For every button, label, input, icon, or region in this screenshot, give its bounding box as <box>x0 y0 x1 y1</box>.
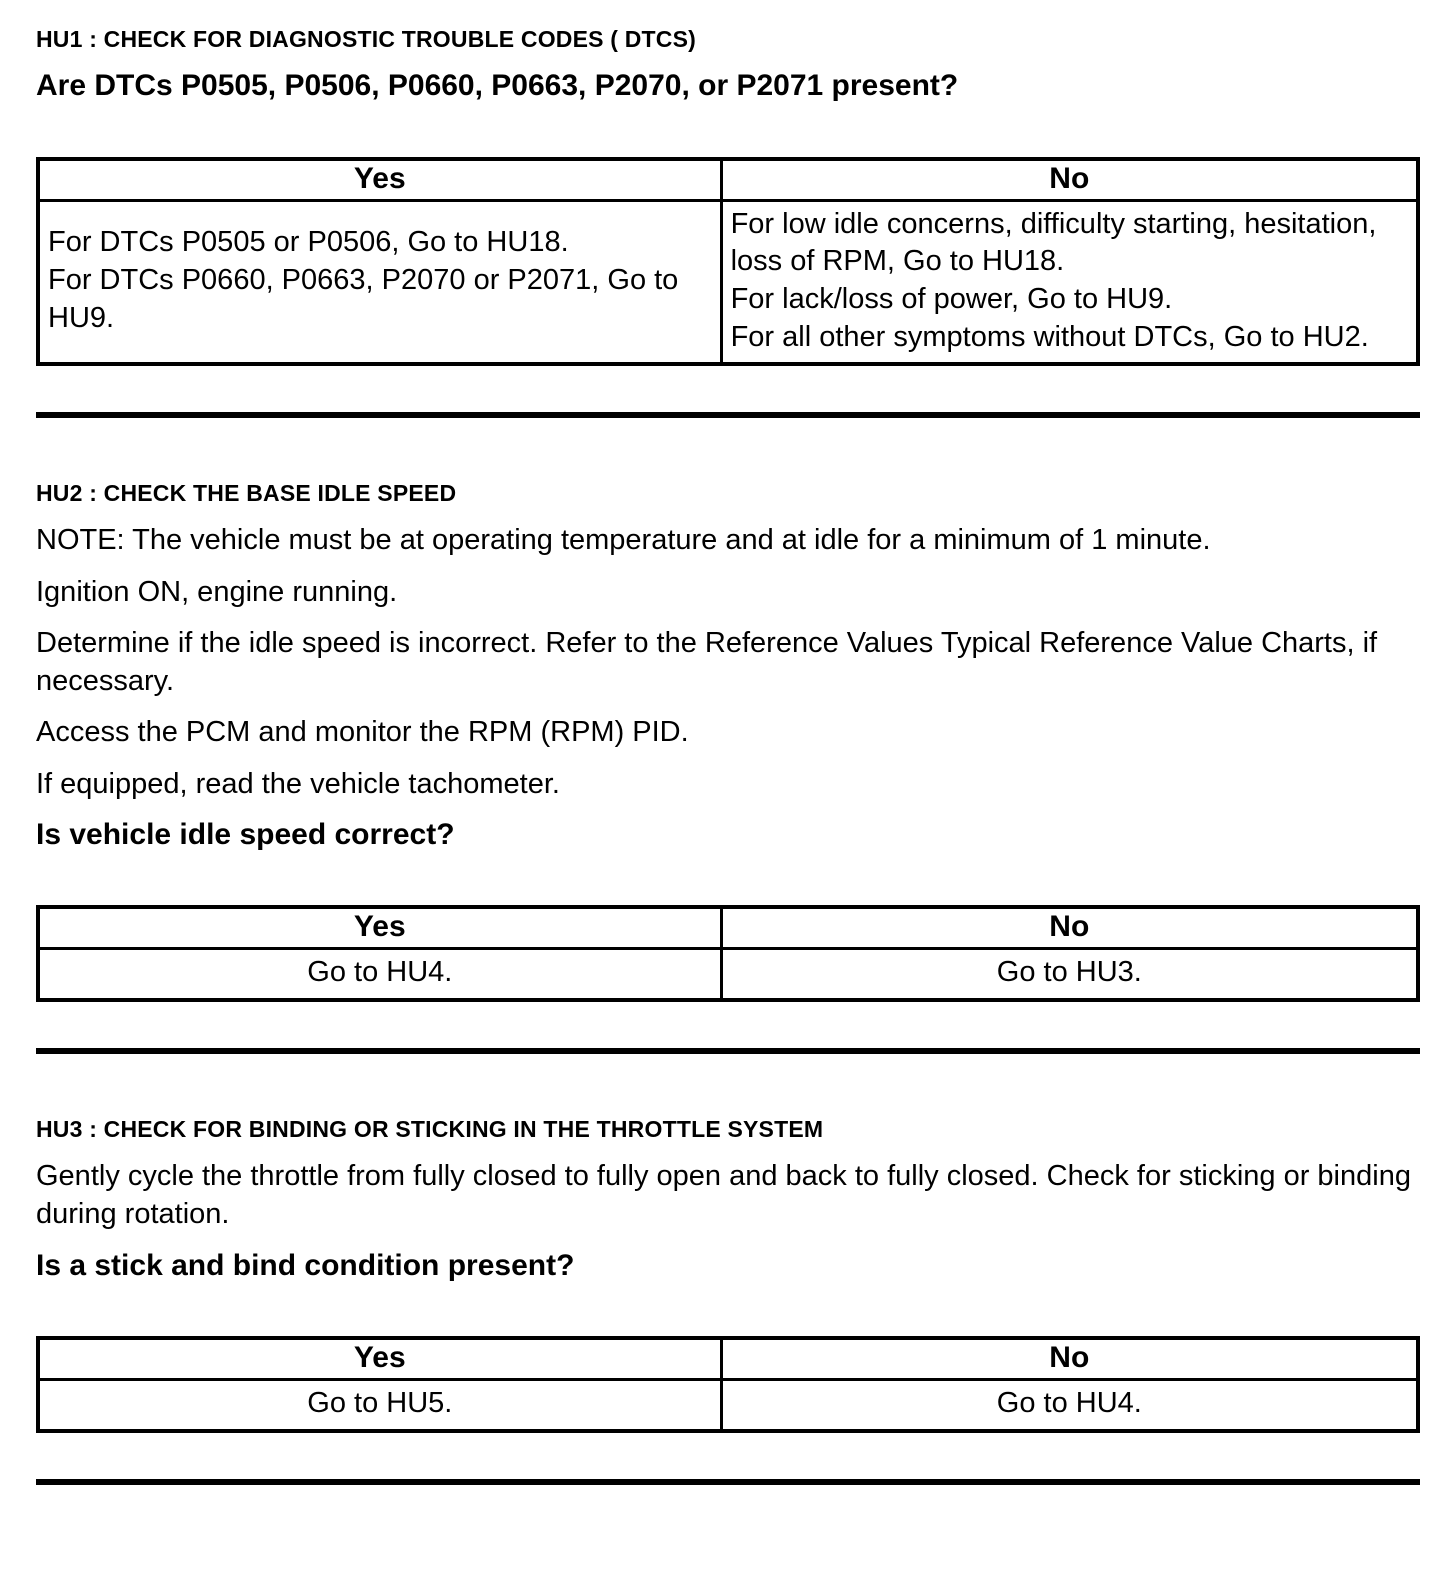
table-header-row <box>38 1338 1418 1380</box>
decision-table <box>36 905 1420 1002</box>
table-body-row <box>38 1380 1418 1431</box>
column-header-no: No <box>721 159 1418 201</box>
paragraph: If equipped, read the vehicle tachometer. <box>36 767 560 800</box>
cell-line: Go to HU4. <box>996 1387 1142 1420</box>
table-header-row <box>38 907 1418 949</box>
cell-line: For low idle concerns, difficulty starting, hesitation, loss of RPM, Go to HU18. <box>730 207 1377 278</box>
paragraph: NOTE: The vehicle must be at operating temperature and at idle for a minimum of 1 minute. <box>36 524 1211 557</box>
column-header-no: No <box>721 907 1418 949</box>
procedure-section <box>36 1116 1420 1433</box>
table-body-row <box>38 200 1418 364</box>
table-cell-no <box>721 200 1418 364</box>
table-cell-yes <box>38 949 721 1000</box>
cell-line: Go to HU3. <box>996 956 1142 989</box>
procedure-section <box>36 480 1420 1002</box>
paragraph: Access the PCM and monitor the RPM (RPM) PID. <box>36 716 689 749</box>
cell-line: For DTCs P0660, P0663, P2070 or P2071, Go to HU9. <box>48 264 679 334</box>
section-heading: HU3 : CHECK FOR BINDING OR STICKING IN THE THROTTLE SYSTEM <box>36 1116 824 1143</box>
procedure-section <box>36 26 1420 366</box>
cell-line: Go to HU4. <box>307 956 453 989</box>
decision-table <box>36 1336 1420 1433</box>
table-body-row <box>38 949 1418 1000</box>
section-heading: HU1 : CHECK FOR DIAGNOSTIC TROUBLE CODES ( DTCS) <box>36 26 696 52</box>
table-cell-yes <box>38 1380 721 1431</box>
section-divider <box>36 1048 1420 1054</box>
cell-line: Go to HU5. <box>307 1387 453 1420</box>
section-question: Are DTCs P0505, P0506, P0660, P0663, P2070, or P2071 present? <box>36 69 959 102</box>
column-header-yes: Yes <box>38 907 721 949</box>
cell-line: For DTCs P0505 or P0506, Go to HU18. <box>48 226 569 259</box>
cell-line: For lack/loss of power, Go to HU9. <box>730 282 1173 315</box>
column-header-no: No <box>721 1338 1418 1380</box>
column-header-yes: Yes <box>38 1338 721 1380</box>
table-cell-yes <box>38 200 721 364</box>
paragraph: Ignition ON, engine running. <box>36 575 398 608</box>
table-cell-no <box>721 1380 1418 1431</box>
section-divider <box>36 1479 1420 1485</box>
section-question: Is a stick and bind condition present? <box>36 1248 575 1282</box>
paragraph: Gently cycle the throttle from fully closed to fully open and back to fully closed. Check for sticking or binding during rotation. <box>36 1160 1411 1231</box>
section-divider <box>36 412 1420 418</box>
section-question: Is vehicle idle speed correct? <box>36 817 455 851</box>
table-cell-no <box>721 949 1418 1000</box>
decision-table <box>36 157 1420 367</box>
diagnostic-procedure-document <box>36 26 1420 1485</box>
column-header-yes: Yes <box>38 159 721 201</box>
cell-line: For all other symptoms without DTCs, Go to HU2. <box>730 320 1369 353</box>
section-heading: HU2 : CHECK THE BASE IDLE SPEED <box>36 480 457 507</box>
paragraph: Determine if the idle speed is incorrect. Refer to the Reference Values Typical Reference Value Charts, if necessary. <box>36 626 1378 698</box>
table-header-row <box>38 159 1418 201</box>
